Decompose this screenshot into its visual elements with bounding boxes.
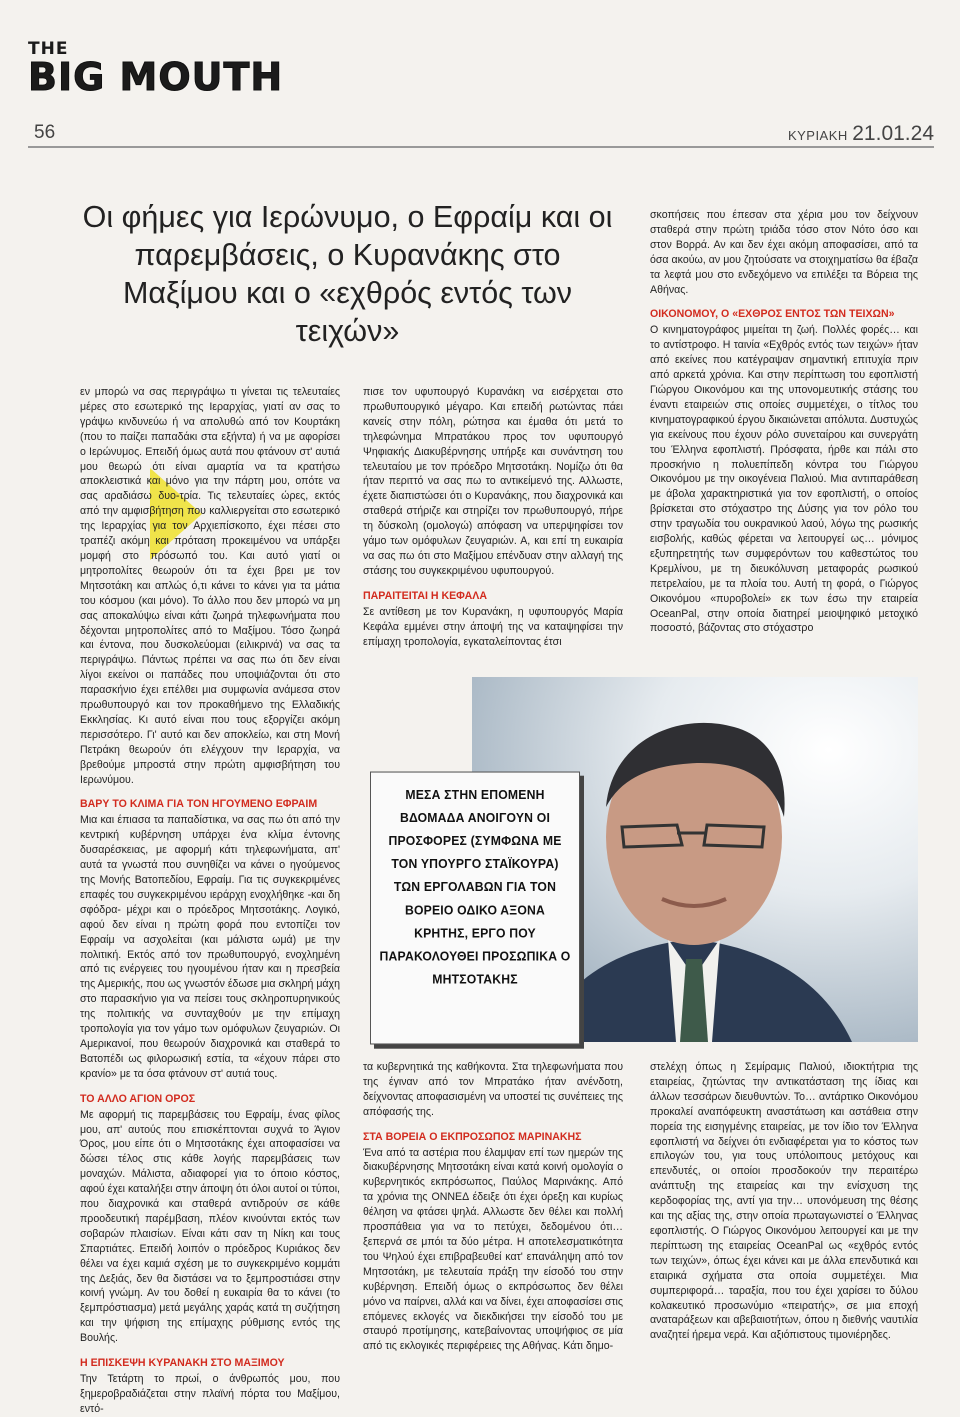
column-1 [80,385,340,1417]
subheading: ΟΙΚΟΝΟΜΟΥ, Ο «ΕΧΘΡΟΣ ΕΝΤΟΣ ΤΩΝ ΤΕΙΧΩΝ» [650,308,895,321]
paragraph: στελέχη όπως η Σεμίραμις Παλιού, ιδιοκτήτρια της εταιρείας, ζητώντας την αντικατάσταση της ίδιας και άλλων τεσσάρων διευθυντών. Το… αντάρτικο Οικονόμου προκαλεί αναπόφευκτη αναστάτωση και αστάθεια στην πορεία της εισηγμένης εταιρείας, με τον ίδιο τον Έλληνα εφοπλιστή να δείχνει ότι ενδιαφέρεται για το κόστος των επιλογών του, για τους υπόλοιπους μετόχους και επενδυτές, οι οποίοι προσδοκούν την περαιτέρω ανάπτυξη της εταιρείας και την ενίσχυση της κερδοφορίας της, αντί για την… υπονόμευση της θέσης και της αξίας της, στην οποία πρωταγωνιστεί ο Έλληνας εφοπλιστής. Ο Γιώργος Οικονόμου λειτουργεί και με την περίπτωση της εταιρείας OceanPal ως «εχθρός εντός των τειχών», όπως έχει κάνει και με άλλα επενδυτικά και εταιρικά σχήματα στα οποία συμμετέχει. Μια συμπεριφορά… ταραξία, που του έχει χαρίσει το δύλου κολακευτικό προσωνύμιο «πειρατής», σε μια εποχή αναταράξεων και αβεβαιοτήτων, όπου η διεθνής ναυτιλία αναζητεί ήρεμα νερά. Και αξιόπιστους τιμονιέρηδες. [650,1061,918,1342]
column-2 [363,385,623,649]
masthead-the: THE [28,39,69,59]
masthead-title: BIG MOUTH [28,55,284,99]
page-number: 56 [34,122,56,143]
subheading: Η ΕΠΙΣΚΕΨΗ ΚΥΡΑΝΑΚΗ ΣΤΟ ΜΑΞΙΜΟΥ [80,1357,285,1370]
page-header-rule [28,122,934,152]
paragraph: Με αφορμή τις παρεμβάσεις του Εφραίμ, ένας φίλος μου, απ' αυτούς που επισκέπτονται συχνά το Άγιον Όρος, μου είπε ότι ο Μητσοτάκης έχει αποφασίσει να δώσει τέλος στις κάθε λογής παρεμβάσεις των μοναχών. Μάλιστα, αδιαφορεί για το όποιο κόστος, αφού έχει καταλήξει στην άποψη ότι όλοι αυτοί οι τύποι, που διαχρονικά και σταθερά αντιδρούν σε κάθε προοδευτική παρέμβαση, πλέον κινούνται εκτός των σοβαρών πλαισίων. Είναι κάτι σαν τη Νίκη και τους Σπαρτιάτες. Επειδή λοιπόν ο πρόεδρος Κυριάκος δεν θέλει να έχει καμιά σχέση με το συγκεκριμένο κομμάτι της Δεξιάς, δεν θα διστάσει να το ξεμπροστιάσει στην κοινή γνώμη. Αν του δοθεί η ευκαιρία θα το κάνει (το ξεμπρόστιασμα) μετά μεγάλης χαράς κατά τη συζήτηση και την ψήφιση της επίμαχης ρύθμισης εντός της Βουλής. [80,1108,340,1345]
paragraph: Την Τετάρτη το πρωί, ο άνθρωπός μου, που ξημεροβραδιάζεται στην πλαϊνή πόρτα του Μαξίμου, εντό- [80,1373,340,1415]
paragraph: Σε αντίθεση με τον Κυρανάκη, η υφυπουργός Μαρία Κεφάλα εμμένει στην άποψή της να καταψηφίσει την επίμαχη τροπολογία, εγκαταλείποντας έτσι [363,605,623,648]
pull-quote: ΜΕΣΑ ΣΤΗΝ ΕΠΟΜΕΝΗ ΒΔΟΜΑΔΑ ΑΝΟΙΓΟΥΝ ΟΙ ΠΡΟΣΦΟΡΕΣ (ΣΥΜΦΩΝΑ ΜΕ ΤΟΝ ΥΠΟΥΡΓΟ ΣΤΑΪΚΟΥΡΑ) ΤΩΝ ΕΡΓΟΛΑΒΩΝ ΓΙΑ ΤΟΝ ΒΟΡΕΙΟ ΟΔΙΚΟ ΑΞΟΝΑ ΚΡΗΤΗΣ, ΕΡΓΟ ΠΟΥ ΠΑΡΑΚΟΛΟΥΘΕΙ ΠΡΟΣΩΠΙΚΑ Ο ΜΗΤΣΟΤΑΚΗΣ [370,772,580,1045]
subheading: ΤΟ ΑΛΛΟ ΑΓΙΟΝ ΟΡΟΣ [80,1092,196,1105]
subheading: ΒΑΡΥ ΤΟ ΚΛΙΜΑ ΓΙΑ ΤΟΝ ΗΓΟΥΜΕΝΟ ΕΦΡΑΙΜ [80,798,318,811]
paragraph: εν μπορώ να σας περιγράψω τι γίνεται τις τελευταίες μέρες στο εσωτερικό της Ιεραρχίας, γιατί αν σας το γράψω κινδυνεύω ή να απολυθώ από τον Κουρτάκη (που το παίζει παπαδάκι στα εξήντα) ή να με αφορίσει ο Ιερώνυμος. Επειδή όμως αυτά που φτάνουν στ' αυτιά μου θεωρώ ότι είναι αμαρτία να τα κρατήσω αποκλειστικά και μόνο για την πάρτη μου, οπότε να σας αραδιάσω δυο-τρία. Τις τελευταίες ώρες, εκτός από την αμφισβήτηση που καλλιεργείται στο εσωτερικό της Ιεραρχίας για τον Αρχιεπίσκοπο, έχει πέσει στο τραπέζι ακόμη και πρόταση προκειμένου να υπάρξει μομφή στο πρόσωπό του. Και αυτό γιατί οι μητροπολίτες θεωρούν ότι τα έχει βρει με τον Μητσοτάκη και απλώς ό,τι κάνει το κάνει για τα μάτια του κόσμου (και μόνο). Το άλλο που δεν μπορώ να μη σας αποκαλύψω είναι κάτι ζωηρά τηλεφωνήματα που δέχονται μητροπολίτες από το Μαξίμου. Τόσο ζωηρά και έντονα, που δυσκολεύομαι (ειλικρινά) να σας τα περιγράψω. Πάντως πρέπει να σας πω ότι δεν είναι λίγοι εκείνοι οι παπάδες που υποψιάζονται ότι στο παρασκήνιο έχει επέλθει μια συμφωνία ανάμεσα στον πρωθυπουργό και τον προκαθήμενο της Ελλαδικής Εκκλησίας. Κι αυτό είναι που τους εξοργίζει ακόμη περισσότερο. Γι' αυτό και δεν αποκλείω, και στη Μονή Πετράκη θεωρούν ότι ελέγχουν την Ιεραρχία, να βρεθούμε μπροστά στην πρώτη αμφισβήτηση του Ιερωνύμου. [80,386,340,786]
article-headline: Οι φήμες για Ιερώνυμο, ο Εφραίμ και οι παρεμβάσεις, ο Κυρανάκης στο Μαξίμου και ο «εχθρός εντός των τειχών» [82,200,613,348]
header-divider [28,146,934,148]
issue-day: ΚΥΡΙΑΚΗ [787,128,848,143]
paragraph: Μια και έπιασα τα παπαδίστικα, να σας πω ότι από την κεντρική κυβέρνηση υπάρχει ένα κλίμα έντονης δυσαρέσκειας, με αφορμή κάτι τηλεφωνήματα, απ' αυτά τα γνωστά που συνηθίζει να κάνει ο ηγούμενος της Μονής Βατοπεδίου, Εφραίμ. Για τις συγκεκριμένες επαφές του συγκεκριμένου ιεράρχη ενοχλήθηκε -και δη σφόδρα- μέχρι και ο πρόεδρος Μητσοτάκης. Λογικό, αφού δεν είναι η πρώτη φορά που εντοπίζει τον Εφραίμ να ασχολείται (και μάλιστα ωμά) με την πολιτική. Εκτός από τον πρωθυπουργό, ενοχλημένη από τις ενέργειες του ηγουμένου ήταν και η πρεσβεία της Αμερικής, που ως γνωστόν έδωσε μια σκληρή μάχη στο παρασκήνιο για να πείσει τους σκληροπυρηνικούς της πολιτικής να συνταχθούν με την επίμαχη τροπολογία για τον γάμο των ομόφυλων ζευγαριών. Οι Αμερικανοί, που θεωρούν διαχρονικά και σταθερά το Βατοπέδι ως φιλορωσική εστία, τα «έχουν πάρει στο κρανίο» με τα όσα φτάνουν στ' αυτιά τους. [80,814,341,1080]
issue-date-number: 21.01.24 [852,122,934,145]
masthead [28,39,284,99]
column-2-lower [363,1060,623,1354]
paragraph: Ένα από τα αστέρια που έλαμψαν επί των ημερών της διακυβέρνησης Μητσοτάκη είναι κατά κοινή ομολογία ο κυβερνητικός εκπρόσωπος, Παύλος Μαρινάκης. Από τα χρόνια της ΟΝΝΕΔ έδειξε ότι έχει όρεξη και κυρίως θέληση να φτάσει ψηλά. Αλλωστε δεν θέλει και πολλή προσπάθεια για να το πετύχει, δεδομένου ότι… ξεπερνά σε μπόι τα δύο μέτρα. Η αποτελεσματικότητα του Ψηλού έχει επιβραβευθεί κατ' επανάληψη από τον Μητσοτάκη, με τελευταία πράξη την είσοδό του στην κυβέρνηση. Επειδή όμως ο εκπρόσωπος δεν θέλει μόνο να παίρνει, αλλά και να δίνει, έχει αποφασίσει στις επόμενες εκλογές να διεκδικήσει την είσοδό του με σταυρό προτίμησης, κατεβαίνοντας υποψήφιος σε μία από τις εκλογικές περιφέρειες της Αθήνας. Κάτι δημο- [363,1146,623,1353]
column-3-lower [650,1060,918,1343]
subheading: ΣΤΑ ΒΟΡΕΙΑ Ο ΕΚΠΡΟΣΩΠΟΣ ΜΑΡΙΝΑΚΗΣ [363,1130,582,1143]
paragraph: τα κυβερνητικά της καθήκοντα. Στα τηλεφωνήματα που της έγιναν από τον Μπρατάκο ήταν ανένδοτη, δείχνοντας αποφασισμένη να υποστεί τις συνέπειες της απόφασής της. [363,1061,623,1118]
paragraph: σκοπήσεις που έπεσαν στα χέρια μου τον δείχνουν σταθερά στην πρώτη τριάδα τόσο στον Νότο όσο και στον Βορρά. Αν και δεν έχει ακόμη αποφασίσει, από τα όσα ακούω, αν μου ζητούσατε να στοιχηματίσω θα έβαζα τα λεφτά μου στο ενδεχόμενο να επιλέξει τα Βόρεια της Αθήνας. [650,209,918,296]
paragraph: πισε τον υφυπουργό Κυρανάκη να εισέρχεται στο πρωθυπουργικό μέγαρο. Και επειδή ρωτώντας πάει κανείς στην πόλη, ρώτησα και έμαθα ότι μετά το τηλεφώνημα Μπρατάκου προς τον υφυπουργό Ψηφιακής Διακυβέρνησης υπήρξε και συνάντηση του τελευταίου με τον πρόεδρο Μητσοτάκη. Νομίζω ότι θα ήταν περιττό να σας πω το αντικείμενό της. Αλλωστε, έχετε διαπιστώσει ότι ο Κυρανάκης, που διαχρονικά και σταθερά στήριζε και στηρίζει τον πρωθυπουργό, πήρε τη δύσκολη (ομολογώ) απόφαση να υπερψηφίσει τον γάμο των ομόφυλων ζευγαριών. Α, και επί τη ευκαιρία να σας πω ότι στο Μαξίμου επένδυαν στην αλλαγή της στάσης του συγκεκριμένου υφυπουργού. [363,386,623,577]
column-3 [650,208,918,636]
issue-date [788,122,934,146]
subheading: ΠΑΡΑΙΤΕΙΤΑΙ Η ΚΕΦΑΛΑ [363,589,487,602]
paragraph: Ο κινηματογράφος μιμείται τη ζωή. Πολλές φορές… και το αντίστροφο. Η ταινία «Εχθρός εντός των τειχών» ήταν από εκείνες που κατέγραψαν σημαντική επιτυχία πριν από αρκετά χρόνια. Και στην περίπτωση του εφοπλιστή Γιώργου Οικονόμου και της υπονομευτικής στάσης του έναντι εταιρειών στις οποίες συμμετέχει, ο τίτλος του κινηματογραφικού έργου δικαιώνεται απόλυτα. Δυστυχώς για εκείνους που έχουν ρόλο συνεταίρου και συνεργάτη του Έλληνα εφοπλιστή. Πρόσφατα, ήρθε και πάλι στο προσκήνιο η πολυεπίπεδη κόντρα του Γιώργου Οικονόμου με την οικογένεια Παλιού. Μια αντιπαράθεση με άβολα χαρακτηριστικά για τον εφοπλιστή, ο οποίος βρίσκεται στο στόχαστρο της Δύσης για τον ρόλο του στην τραγωδία του ουκρανικού λαού, λόγω της ρωσικής εισβολής, καθώς φέρεται να λειτουργεί ως… μόνιμος εξυπηρετητής των συμφερόντων του καθεστώτος του Κρεμλίνου, με τη διευκόλυνση μεταφοράς ρωσικού πετρελαίου, με τα πλοία του. Αυτή τη φορά, ο Γιώργος Οικονόμου «πυροβολεί» εκ των έσω την εταιρεία OceanPal, στην οποία διατηρεί μειοψηφικό μετοχικό ποσοστό, βάζοντας στο στόχαστρο [650,324,918,635]
